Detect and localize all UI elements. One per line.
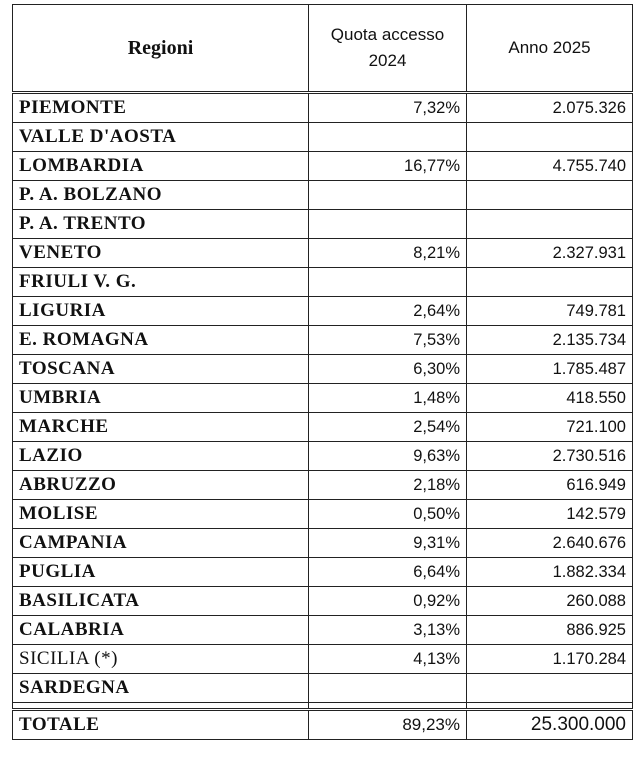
region-cell: E. ROMAGNA [13,326,309,355]
anno-cell: 418.550 [467,384,633,413]
quota-cell: 2,64% [309,297,467,326]
total-anno: 25.300.000 [467,710,633,740]
quota-cell: 6,30% [309,355,467,384]
quota-cell: 9,31% [309,529,467,558]
anno-cell [467,268,633,297]
anno-cell: 2.327.931 [467,239,633,268]
spacer-cell [309,703,467,710]
region-cell: ABRUZZO [13,471,309,500]
region-cell: MARCHE [13,413,309,442]
anno-cell: 2.135.734 [467,326,633,355]
table-row [13,326,633,355]
region-cell: BASILICATA [13,587,309,616]
anno-cell [467,674,633,703]
quota-cell: 6,64% [309,558,467,587]
header-anno: Anno 2025 [467,5,633,93]
region-cell: SARDEGNA [13,674,309,703]
header-quota-line2: 2024 [368,51,407,70]
table-row [13,413,633,442]
table-row [13,587,633,616]
total-row [13,710,633,740]
quota-cell [309,674,467,703]
region-cell: LAZIO [13,442,309,471]
region-cell: CAMPANIA [13,529,309,558]
regions-table [12,4,633,740]
header-quota-line1: Quota accesso [330,25,445,44]
quota-cell [309,181,467,210]
header-row [13,5,633,93]
anno-cell: 616.949 [467,471,633,500]
table-row [13,558,633,587]
quota-cell: 3,13% [309,616,467,645]
region-cell: SICILIA (*) [13,645,309,674]
table-row [13,500,633,529]
anno-cell [467,210,633,239]
table-row [13,93,633,123]
anno-cell: 4.755.740 [467,152,633,181]
anno-cell: 2.640.676 [467,529,633,558]
table-row [13,268,633,297]
table-row [13,355,633,384]
table-body [13,93,633,740]
anno-cell [467,123,633,152]
total-label: TOTALE [13,710,309,740]
table-row [13,210,633,239]
anno-cell: 2.730.516 [467,442,633,471]
quota-cell: 0,50% [309,500,467,529]
table-row [13,123,633,152]
table-row [13,384,633,413]
table-row [13,645,633,674]
table-row [13,674,633,703]
anno-cell: 749.781 [467,297,633,326]
region-cell: CALABRIA [13,616,309,645]
quota-cell: 16,77% [309,152,467,181]
quota-cell: 7,32% [309,93,467,123]
table-header [13,5,633,93]
anno-cell: 1.882.334 [467,558,633,587]
quota-cell [309,268,467,297]
table-row [13,181,633,210]
spacer-cell [13,703,309,710]
header-region: Regioni [13,5,309,93]
region-cell: LOMBARDIA [13,152,309,181]
quota-cell: 9,63% [309,442,467,471]
quota-cell: 1,48% [309,384,467,413]
table-row [13,297,633,326]
region-cell: VALLE D'AOSTA [13,123,309,152]
anno-cell: 721.100 [467,413,633,442]
spacer-row [13,703,633,710]
anno-cell: 2.075.326 [467,93,633,123]
table-row [13,616,633,645]
anno-cell: 1.785.487 [467,355,633,384]
region-cell: PIEMONTE [13,93,309,123]
region-cell: VENETO [13,239,309,268]
table-row [13,152,633,181]
table-row [13,529,633,558]
region-cell: P. A. TRENTO [13,210,309,239]
table-row [13,471,633,500]
quota-cell: 7,53% [309,326,467,355]
table-row [13,239,633,268]
region-cell: LIGURIA [13,297,309,326]
table-row [13,442,633,471]
anno-cell [467,181,633,210]
region-cell: PUGLIA [13,558,309,587]
quota-cell: 8,21% [309,239,467,268]
quota-cell [309,210,467,239]
region-cell: P. A. BOLZANO [13,181,309,210]
region-cell: FRIULI V. G. [13,268,309,297]
quota-cell: 4,13% [309,645,467,674]
spacer-cell [467,703,633,710]
quota-cell: 0,92% [309,587,467,616]
anno-cell: 1.170.284 [467,645,633,674]
anno-cell: 886.925 [467,616,633,645]
region-cell: UMBRIA [13,384,309,413]
region-cell: TOSCANA [13,355,309,384]
total-quota: 89,23% [309,710,467,740]
anno-cell: 142.579 [467,500,633,529]
header-quota [309,5,467,93]
quota-cell [309,123,467,152]
anno-cell: 260.088 [467,587,633,616]
quota-cell: 2,54% [309,413,467,442]
region-cell: MOLISE [13,500,309,529]
quota-cell: 2,18% [309,471,467,500]
